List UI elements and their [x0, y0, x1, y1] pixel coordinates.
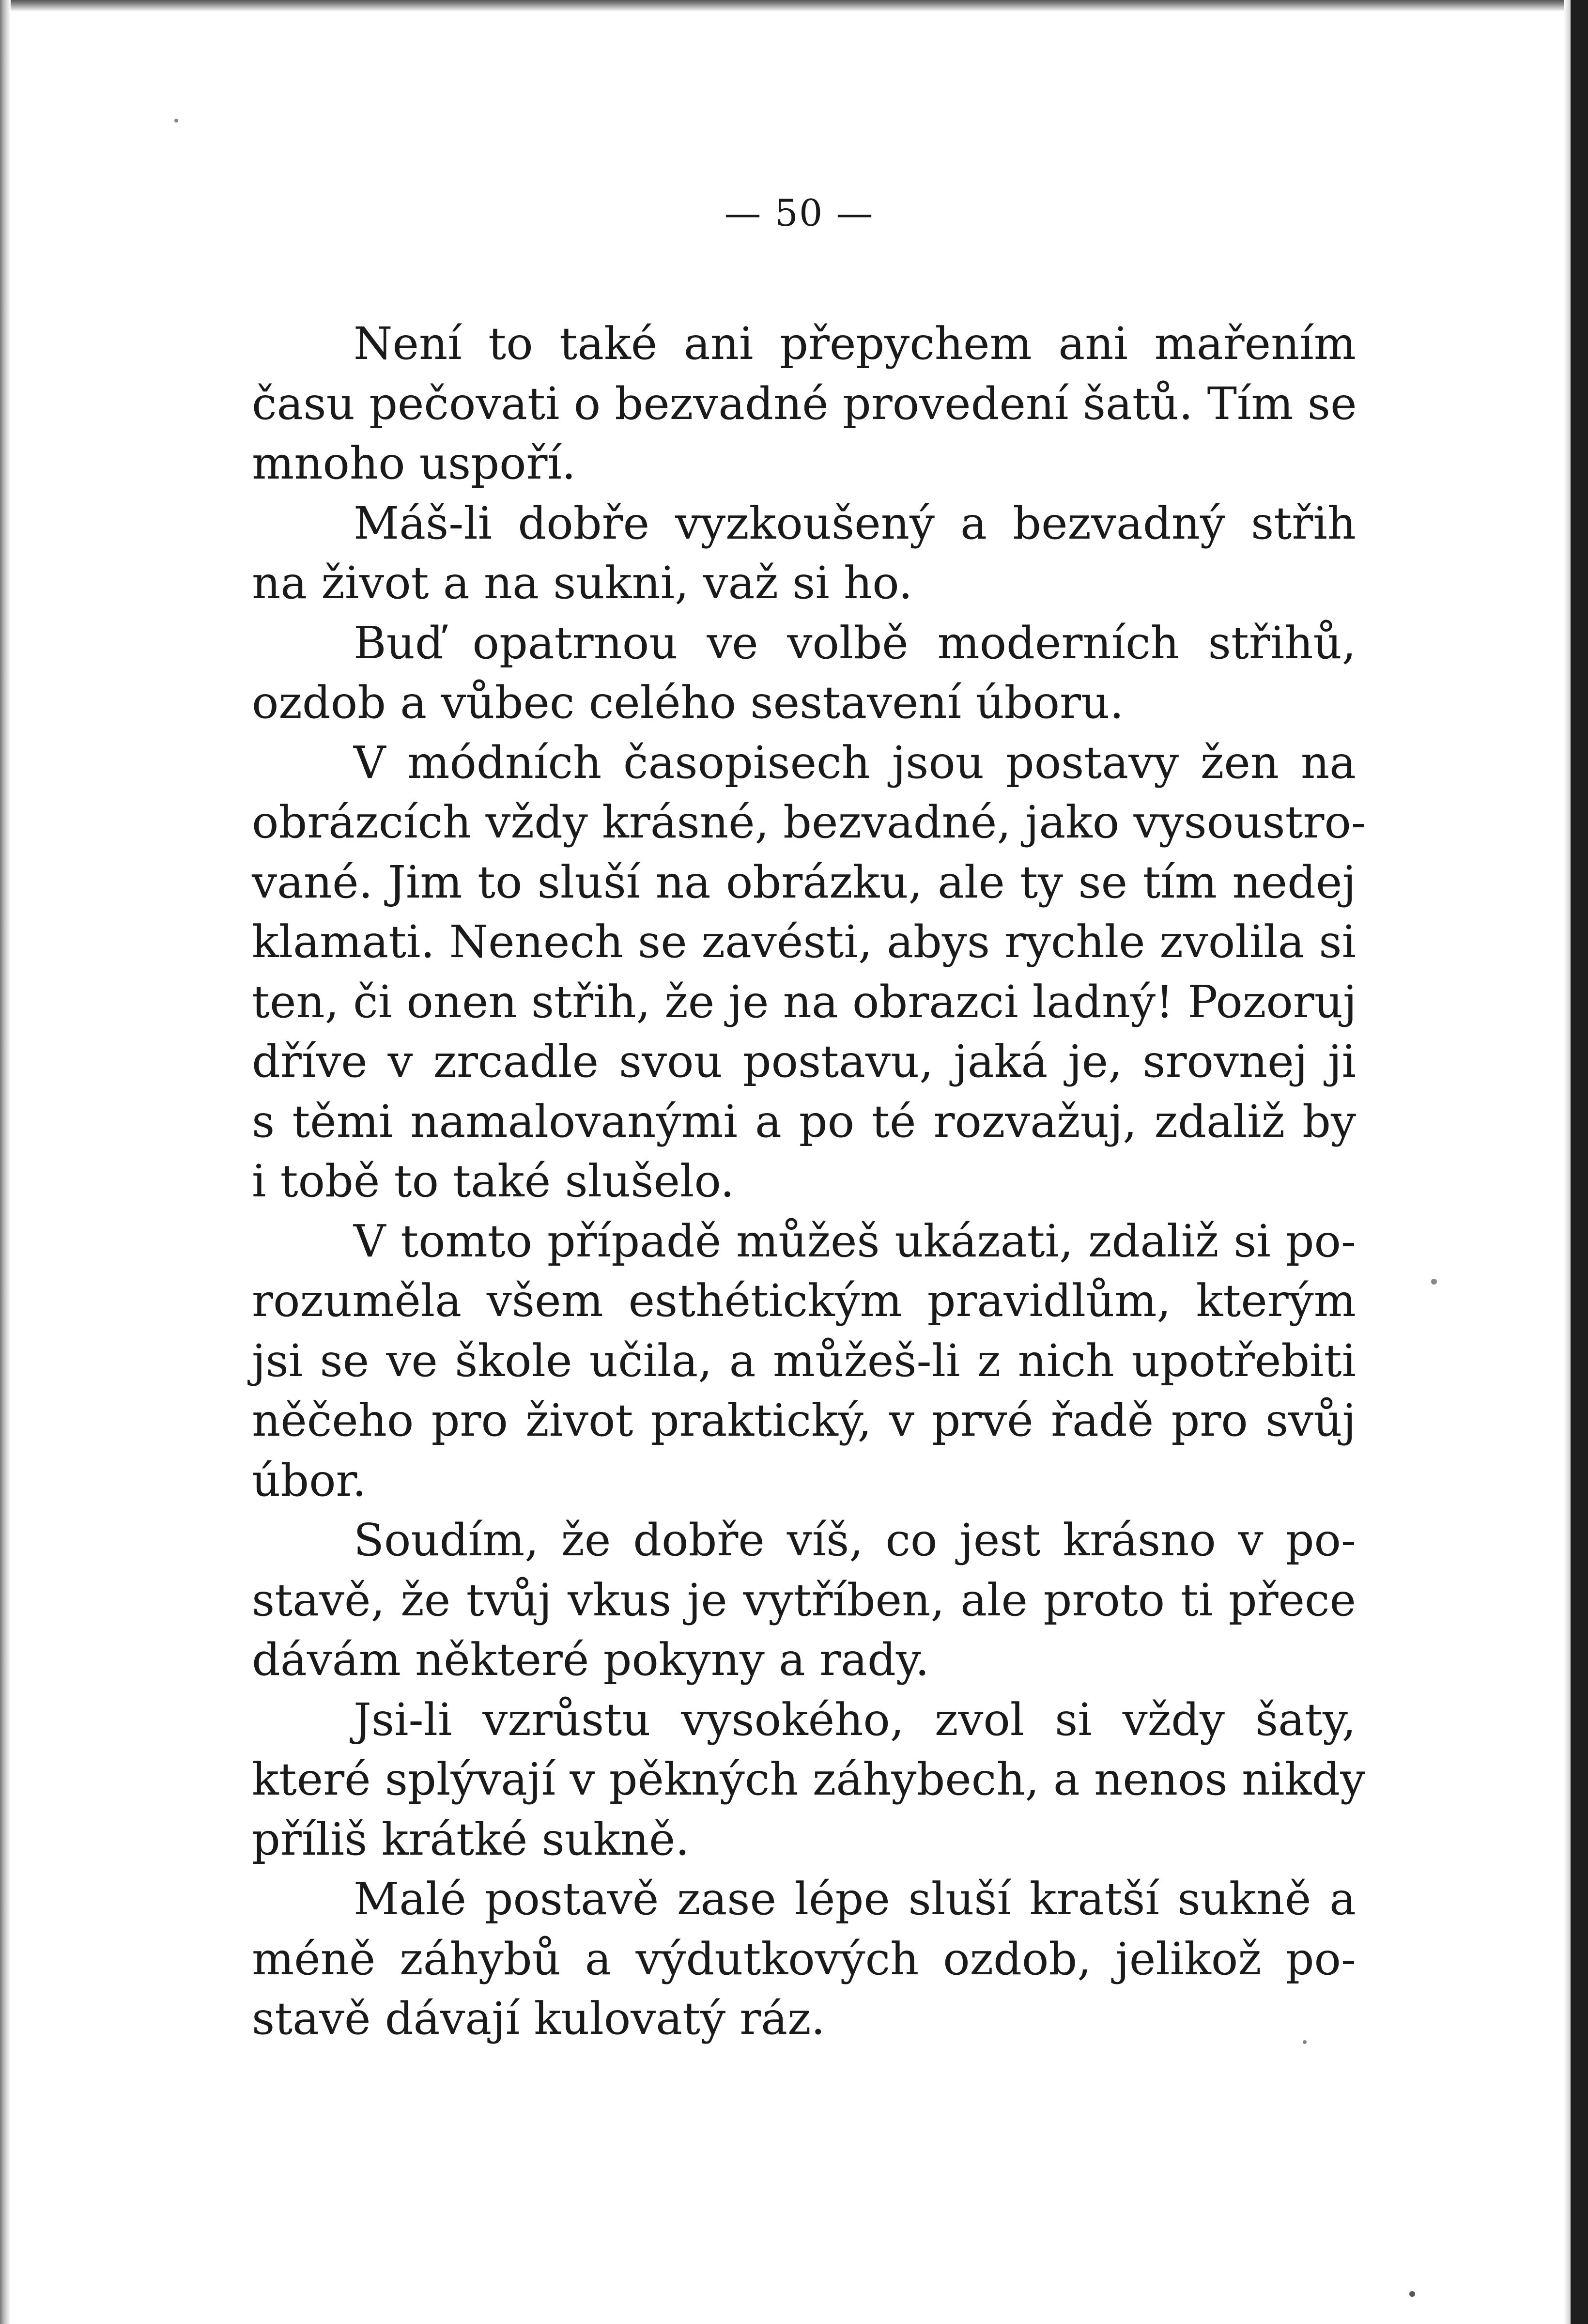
text-line: V tomto případě můžeš ukázati, zdaliž si po- [354, 1215, 1356, 1267]
text-line: Máš-li dobře vyzkoušený a bezvadný střih [354, 497, 1356, 549]
text-line: času pečovati o bezvadné provedení šatů. Tím se [252, 377, 1357, 430]
text-line: mnoho uspoří. [252, 437, 576, 489]
text-line: s těmi namalovanými a po té rozvažuj, zdaliž by [252, 1095, 1356, 1147]
scan-speck [1409, 2291, 1415, 2297]
scan-edge-top [0, 0, 1588, 12]
text-line: klamati. Nenech se zavésti, abys rychle zvolila si [252, 916, 1356, 968]
text-line: Není to také ani přepychem ani mařením [354, 318, 1356, 370]
text-line: jsi se ve škole učila, a můžeš-li z nich upotřebiti [252, 1334, 1356, 1387]
text-line: obrázcích vždy krásné, bezvadné, jako vysoustro- [252, 796, 1366, 848]
scan-speck [1431, 1279, 1437, 1285]
text-line: ten, či onen střih, že je na obrazci ladný! Pozoruj [252, 976, 1357, 1028]
text-line: méně záhybů a výdutkových ozdob, jelikož po- [252, 1933, 1356, 1985]
text-line: rozuměla všem esthétickým pravidlům, kterým [252, 1275, 1356, 1327]
page-number: — 50 — [724, 191, 874, 234]
text-line: Jsi-li vzrůstu vysokého, zvol si vždy šaty, [354, 1693, 1356, 1746]
scan-edge-right-shadow [1564, 0, 1571, 2324]
text-line: i tobě to také slušelo. [252, 1155, 735, 1207]
scan-edge-left [0, 0, 11, 2324]
text-line: V módních časopisech jsou postavy žen na [354, 736, 1356, 789]
text-line: Buď opatrnou ve volbě moderních střihů, [354, 617, 1356, 669]
text-line: příliš krátké sukně. [252, 1813, 690, 1865]
text-line: Malé postavě zase lépe sluší kratší sukně a [354, 1873, 1356, 1925]
text-line: Soudím, že dobře víš, co jest krásno v po- [354, 1514, 1356, 1566]
body-text [252, 314, 1366, 2049]
text-line: stavě, že tvůj vkus je vytříben, ale proto ti přece [252, 1574, 1356, 1626]
text-line: které splývají v pěkných záhybech, a nenos nikdy [252, 1753, 1366, 1805]
text-line: ozdob a vůbec celého sestavení úboru. [252, 677, 1124, 728]
scan-speck [174, 119, 178, 123]
text-line: vané. Jim to sluší na obrázku, ale ty se tím nedej [252, 856, 1356, 908]
text-line: dříve v zrcadle svou postavu, jaká je, srovnej ji [252, 1036, 1356, 1087]
text-line: na život a na sukni, važ si ho. [252, 557, 913, 609]
text-line: úbor. [252, 1454, 367, 1506]
text-line: stavě dávají kulovatý ráz. [252, 1993, 825, 2045]
text-line: něčeho pro život praktický, v prvé řadě pro svůj [252, 1394, 1356, 1446]
scan-edge-right [1571, 0, 1588, 2324]
text-line: dávám některé pokyny a rady. [252, 1634, 929, 1686]
